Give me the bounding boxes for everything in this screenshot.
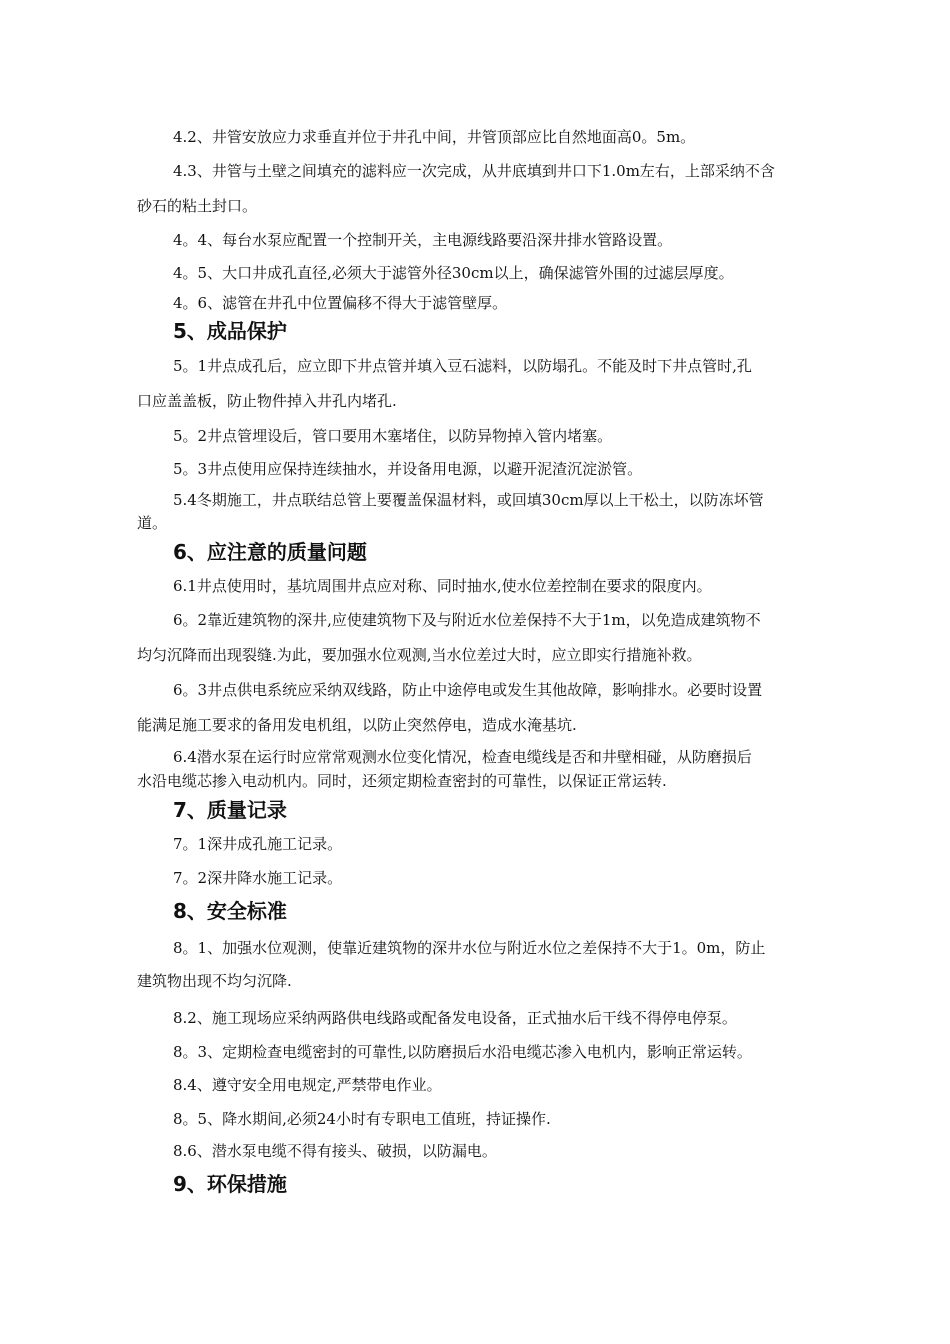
text-line: 5.4冬期施工，井点联结总管上要覆盖保温材料，或回填30cm厚以上干松土，以防冻坏管 <box>173 491 764 509</box>
text-line: 5。1井点成孔后，应立即下井点管并填入豆石滤料，以防塌孔。不能及时下井点管时,孔 <box>173 357 752 375</box>
text-line: 4.2、井管安放应力求垂直并位于井孔中间，井管顶部应比自然地面高0。5m。 <box>173 128 696 146</box>
text-line: 8.2、施工现场应采纳两路供电线路或配备发电设备，正式抽水后干线不得停电停泵。 <box>173 1009 737 1027</box>
section-heading: 7、质量记录 <box>173 798 287 822</box>
text-line: 6.4潜水泵在运行时应常常观测水位变化情况，检查电缆线是否和井壁相碰，从防磨损后 <box>173 748 752 766</box>
text-line: 8。3、定期检查电缆密封的可靠性,以防磨损后水沿电缆芯渗入电机内，影响正常运转。 <box>173 1043 752 1061</box>
text-line: 5。2井点管埋设后，管口要用木塞堵住，以防异物掉入管内堵塞。 <box>173 427 613 445</box>
text-line: 口应盖盖板，防止物件掉入井孔内堵孔. <box>137 392 397 410</box>
text-line: 砂石的粘土封口。 <box>137 197 258 215</box>
text-line: 道。 <box>137 514 168 532</box>
text-line: 6。2靠近建筑物的深井,应使建筑物下及与附近水位差保持不大于1m，以免造成建筑物不 <box>173 611 761 629</box>
text-line: 8.4、遵守安全用电规定,严禁带电作业。 <box>173 1076 442 1094</box>
text-line: 8.6、潜水泵电缆不得有接头、破损，以防漏电。 <box>173 1142 497 1160</box>
text-line: 7。1深井成孔施工记录。 <box>173 835 343 853</box>
text-line: 6。3井点供电系统应采纳双线路，防止中途停电或发生其他故障，影响排水。必要时设置 <box>173 681 763 699</box>
text-line: 4。5、大口井成孔直径,必须大于滤管外径30cm以上，确保滤管外围的过滤层厚度。 <box>173 264 734 282</box>
text-line: 8。5、降水期间,必须24小时有专职电工值班，持证操作. <box>173 1110 551 1128</box>
text-line: 4.3、井管与土壁之间填充的滤料应一次完成，从井底填到井口下1.0m左右，上部采纳不含 <box>173 162 775 180</box>
text-line: 4。4、每台水泵应配置一个控制开关，主电源线路要沿深井排水管路设置。 <box>173 231 673 249</box>
text-line: 8。1、加强水位观测，使靠近建筑物的深井水位与附近水位之差保持不大于1。0m，防止 <box>173 939 766 957</box>
text-line: 7。2深井降水施工记录。 <box>173 869 343 887</box>
text-line: 建筑物出现不均匀沉降. <box>137 972 292 990</box>
text-line: 5。3井点使用应保持连续抽水，并设备用电源，以避开泥渣沉淀淤管。 <box>173 460 643 478</box>
text-line: 4。6、滤管在井孔中位置偏移不得大于滤管壁厚。 <box>173 294 508 312</box>
text-line: 均匀沉降而出现裂缝.为此，要加强水位观测,当水位差过大时，应立即实行措施补救。 <box>137 646 702 664</box>
text-line: 能满足施工要求的备用发电机组，以防止突然停电，造成水淹基坑. <box>137 716 577 734</box>
section-heading: 6、应注意的质量问题 <box>173 540 367 564</box>
text-line: 6.1井点使用时，基坑周围井点应对称、同时抽水,使水位差控制在要求的限度内。 <box>173 577 712 595</box>
section-heading: 5、成品保护 <box>173 319 287 343</box>
section-heading: 8、安全标准 <box>173 899 287 923</box>
text-line: 水沿电缆芯掺入电动机内。同时，还须定期检查密封的可靠性，以保证正常运转. <box>137 772 667 790</box>
section-heading: 9、环保措施 <box>173 1172 287 1196</box>
